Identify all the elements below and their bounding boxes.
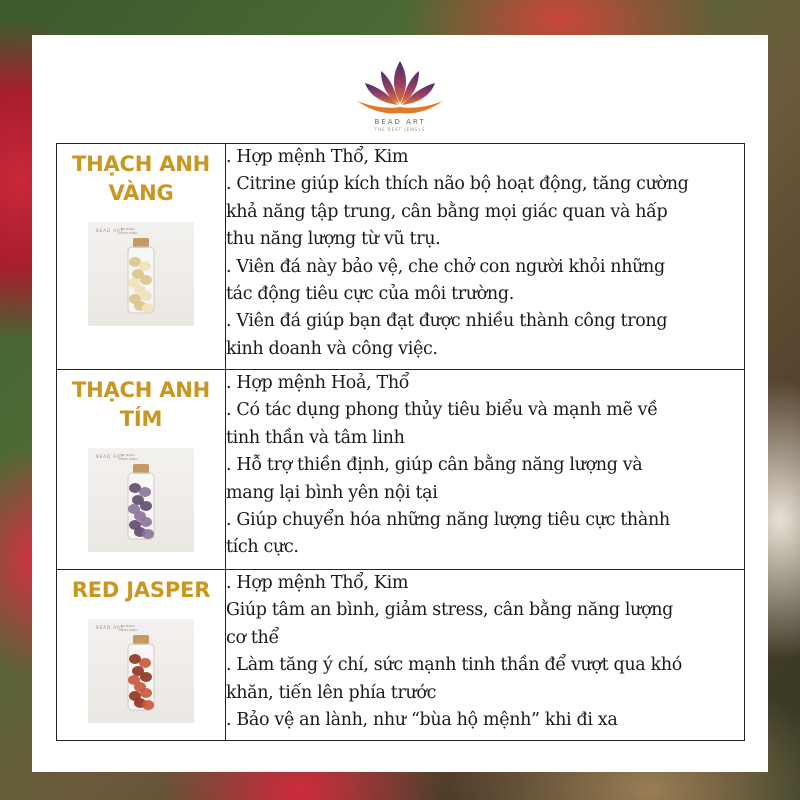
description-line: cơ thể: [226, 627, 279, 648]
description-line: . Hỗ trợ thiền định, giúp cân bằng năng lượng và: [226, 455, 643, 476]
stone-name-line: THẠCH ANH: [71, 378, 211, 402]
stone-name-line: RED JASPER: [71, 578, 211, 602]
thumb-tag-line: CHÍNH HÃNG: [118, 628, 138, 632]
stone-name-cell: [57, 570, 226, 741]
description-line: tích cực.: [226, 537, 299, 558]
stone-name-line: TÍM: [119, 407, 163, 431]
brand-logo: [32, 57, 768, 132]
description-line: khăn, tiến lên phía trước: [226, 682, 437, 703]
thumb-tag: [118, 453, 138, 461]
stone-name: [57, 376, 225, 434]
stone-name: [57, 576, 225, 605]
lotus-icon: [353, 57, 447, 117]
product-image: [88, 222, 194, 326]
description-line: . Viên đá giúp bạn đạt được nhiều thành công trong: [226, 311, 668, 332]
stone-row: [57, 370, 745, 570]
product-image: [88, 619, 194, 723]
description-line: . Có tác dụng phong thủy tiêu biểu và mạnh mẽ về: [226, 400, 658, 421]
description-line: thu năng lượng từ vũ trụ.: [226, 229, 441, 250]
stone-jar-icon: [88, 448, 194, 552]
stone-name-cell: [57, 370, 226, 570]
description-line: tác động tiêu cực của môi trường.: [226, 284, 514, 305]
thumb-brand: BEAD ART: [96, 228, 125, 233]
stone-description-cell: [226, 370, 745, 570]
stone-jar-icon: [88, 619, 194, 723]
description-line: . Bảo vệ an lành, như “bùa hộ mệnh” khi đi xa: [226, 710, 618, 731]
description-line: . Hợp mệnh Hoả, Thổ: [226, 373, 410, 393]
description-line: kinh doanh và công việc.: [226, 338, 438, 359]
description-line: . Citrine giúp kích thích não bộ hoạt động, tăng cường: [226, 174, 689, 195]
description-line: khả năng tập trung, cân bằng mọi giác quan và hấp: [226, 201, 668, 222]
description-line: . Giúp chuyển hóa những năng lượng tiêu cực thành: [226, 510, 670, 531]
thumb-tag-line: ĐÁ NĂNG: [120, 624, 135, 628]
brand-tagline: THE BEST JEWELS: [374, 127, 426, 132]
thumb-brand: BEAD ART: [96, 454, 125, 459]
thumb-tag: [118, 624, 138, 632]
stone-row: [57, 144, 745, 370]
thumb-tag-line: ĐÁ NĂNG: [120, 227, 135, 231]
stone-name-cell: [57, 144, 226, 370]
description-line: . Viên đá này bảo vệ, che chở con người khỏi những: [226, 256, 665, 277]
stone-name-line: THẠCH ANH: [71, 152, 211, 176]
stone-jar-icon: [88, 222, 194, 326]
description-line: mang lại bình yên nội tại: [226, 482, 438, 503]
thumb-tag-line: ĐÁ NĂNG: [120, 453, 135, 457]
description-line: . Làm tăng ý chí, sức mạnh tinh thần để vượt qua khó: [226, 655, 682, 676]
description-line: Giúp tâm an bình, giảm stress, cân bằng năng lượng: [226, 600, 674, 621]
thumb-tag-line: CHÍNH HÃNG: [118, 457, 138, 461]
thumb-tag-line: CHÍNH HÃNG: [118, 231, 138, 235]
stone-name: [57, 150, 225, 208]
description-line: . Hợp mệnh Thổ, Kim: [226, 573, 409, 593]
stone-description-cell: [226, 570, 745, 741]
description-line: . Hợp mệnh Thổ, Kim: [226, 147, 409, 167]
stone-name-line: VÀNG: [108, 181, 174, 205]
stone-row: [57, 570, 745, 741]
thumb-brand: BEAD ART: [96, 625, 125, 630]
stones-table: [56, 143, 745, 741]
stone-description-cell: [226, 144, 745, 370]
product-image: [88, 448, 194, 552]
brand-name: BEAD ART: [374, 118, 426, 126]
description-line: tinh thần và tâm linh: [226, 427, 405, 448]
thumb-tag: [118, 227, 138, 235]
info-card: [32, 35, 768, 772]
